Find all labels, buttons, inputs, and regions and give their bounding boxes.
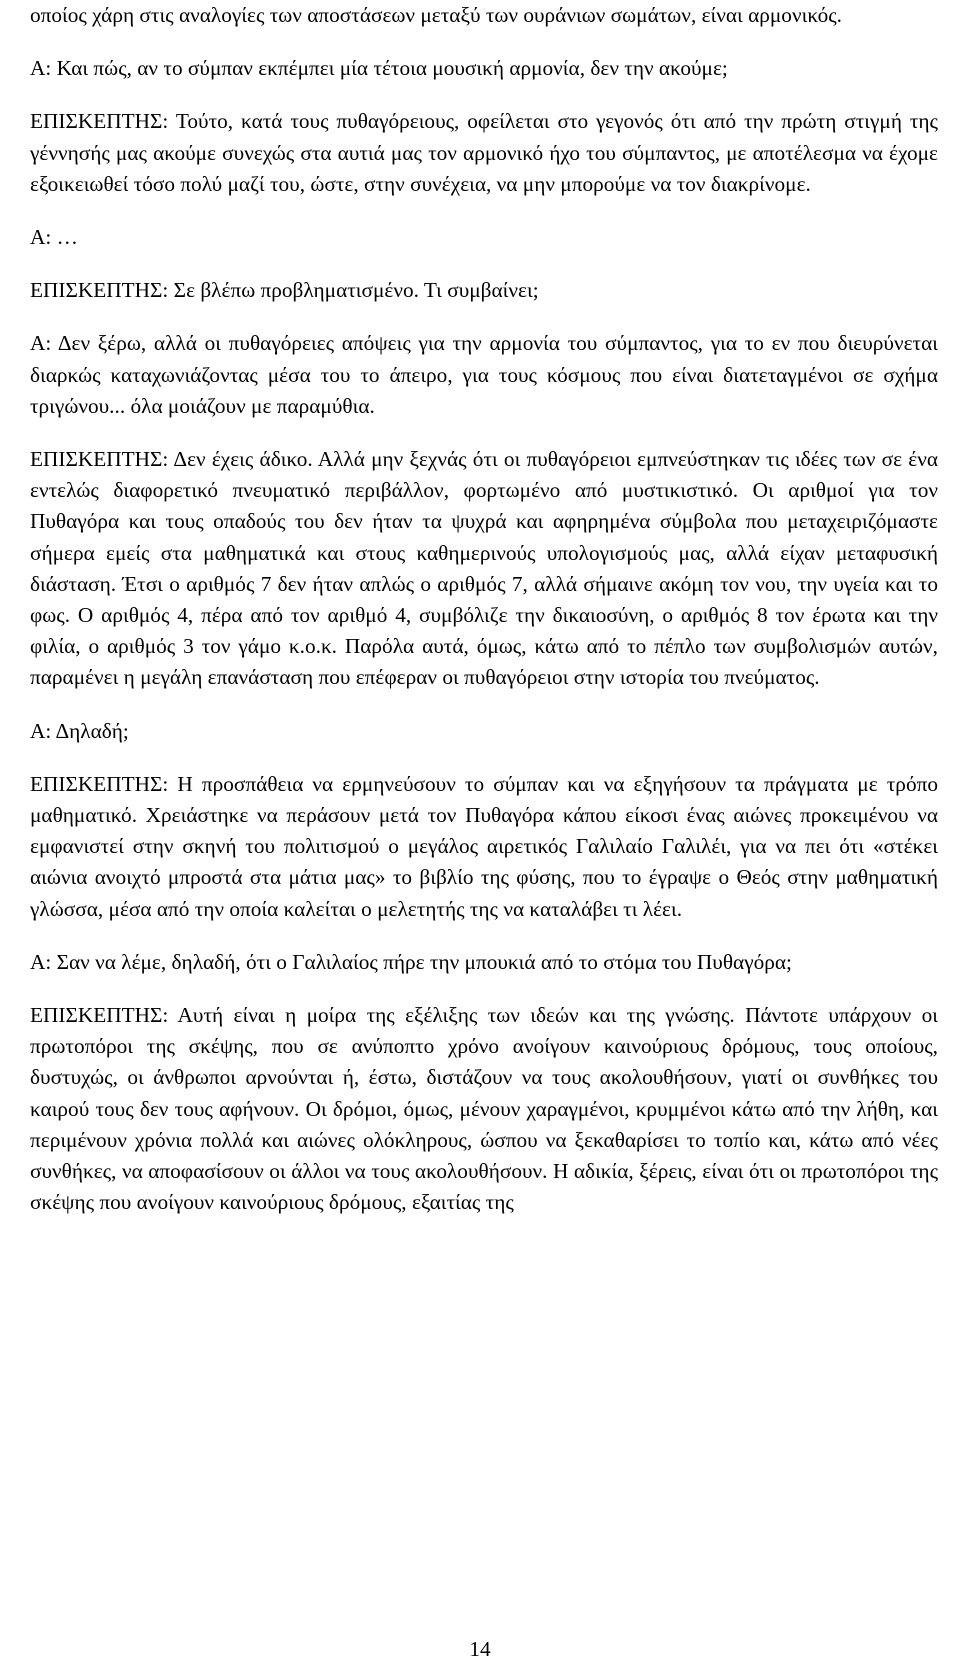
paragraph-fairy-tales: Α: Δεν ξέρω, αλλά οι πυθαγόρειες απόψεις για την αρμονία του σύμπαντος, για το εν που διευρύνεται διαρκώς καταχωνιάζοντας μέσα του το άπειρο, για τους κόσμους που είναι διατεταγμένοι σε σχήμα τριγώνου... όλα μοιάζουν με παραμύθια. (30, 331, 938, 418)
paragraph-question-harmony: Α: Και πώς, αν το σύμπαν εκπέμπει μία τέτοια μουσική αρμονία, δεν την ακούμε; (30, 56, 728, 81)
paragraph-visitor-puzzled: ΕΠΙΣΚΕΠΤΗΣ: Σε βλέπω προβληματισμένο. Τι συμβαίνει; (30, 278, 539, 303)
paragraph-visitor-galileo: ΕΠΙΣΚΕΠΤΗΣ: Η προσπάθεια να ερμηνεύσουν το σύμπαν και να εξηγήσουν τα πράγματα με τρόπο μαθηματικό. Χρειάστηκε να περάσουν μετά τον Πυθαγόρα κάπου είκοσι ένας αιώνες προκειμένου να εμφανιστεί στην σκηνή του πολιτισμού ο μεγάλος αιρετικός Γαλιλαίο Γαλιλέι, για να πει ότι «στέκει αιώνια ανοιχτό μπροστά στα μάτια μας» το βιβλίο της φύσης, που το έγραψε ο Θεός στην μαθηματική γλώσσα, μέσα από την οποία καλείται ο μελετητής της να καταλάβει τι λέει. (30, 771, 938, 921)
paragraph-visitor-pioneers: ΕΠΙΣΚΕΠΤΗΣ: Αυτή είναι η μοίρα της εξέλιξης των ιδεών και της γνώσης. Πάντοτε υπάρχουν οι πρωτοπόροι της σκέψης, που σε ανύποπτο χρόνο ανοίγουν καινούριους δρόμους, τους οποίους, δυστυχώς, οι άνθρωποι αρνούνται ή, έστω, διστάζουν να τους ακολουθήσουν, γιατί οι συνθήκες του καιρού τους δεν τους αφήνουν. Οι δρόμοι, όμως, μένουν χαραγμένοι, κρυμμένοι κάτω από την λήθη, και περιμένουν χρόνια πολλά και αιώνες ολόκληρους, ώσπου να ξεκαθαρίσει το τοπίο και, κάτω από νέες συνθήκες, να αποφασίσουν οι άλλοι να τους ακολουθήσουν. Η αδικία, ξέρεις, είναι ότι οι πρωτοπόροι της σκέψης που ανοίγουν καινούριους δρόμους, εξαιτίας της (30, 1003, 938, 1215)
paragraph-visitor-answer-harmony: ΕΠΙΣΚΕΠΤΗΣ: Τούτο, κατά τους πυθαγόρειους, οφείλεται στο γεγονός ότι από την πρώτη στιγμή της γέννησής μας ακούμε συνεχώς στα αυτιά μας τον αρμονικό ήχο του σύμπαντος, με αποτέλεσμα να έχομε εξοικειωθεί τόσο πολύ μαζί του, ώστε, στην συνέχεια, να μην μπορούμε να τον διακρίνομε. (30, 109, 938, 196)
paragraph-question-meaning: Α: Δηλαδή; (30, 718, 129, 743)
paragraph-question-galileo: Α: Σαν να λέμε, δηλαδή, ότι ο Γαλιλαίος πήρε την μπουκιά από το στόμα του Πυθαγόρα; (30, 949, 792, 974)
paragraph-visitor-numbers: ΕΠΙΣΚΕΠΤΗΣ: Δεν έχεις άδικο. Αλλά μην ξεχνάς ότι οι πυθαγόρειοι εμπνεύστηκαν τις ιδέες των σε ένα εντελώς διαφορετικό πνευματικό περιβάλλον, φορτωμένο από μυστικιστικό. Οι αριθμοί για τον Πυθαγόρα και τους οπαδούς του δεν ήταν τα ψυχρά και αφηρημένα σύμβολα που μεταχειριζόμαστε σήμερα εμείς στα μαθηματικά και στους καθημερινούς υπολογισμούς μας, αλλά είχαν μεταφυσική διάσταση. Έτσι ο αριθμός 7 δεν ήταν απλώς ο αριθμός 7, αλλά σήμαινε ακόμη τον νου, την υγεία και το φως. Ο αριθμός 4, πέρα από τον αριθμό 4, συμβόλιζε την δικαιοσύνη, ο αριθμός 8 τον έρωτα και την φιλία, ο αριθμός 3 τον γάμο κ.ο.κ. Παρόλα αυτά, όμως, κάτω από το πέπλο των συμβολισμών αυτών, παραμένει η μεγάλη επανάσταση που επέφεραν οι πυθαγόρειοι στην ιστορία του πνεύματος. (30, 447, 938, 690)
paragraph-continuation: οποίος χάρη στις αναλογίες των αποστάσεων μεταξύ των ουράνιων σωμάτων, είναι αρμονικός. (30, 3, 842, 27)
page-number: 14 (469, 1637, 491, 1661)
document-body (30, 0, 938, 1241)
paragraph-ellipsis: Α: … (30, 225, 78, 250)
